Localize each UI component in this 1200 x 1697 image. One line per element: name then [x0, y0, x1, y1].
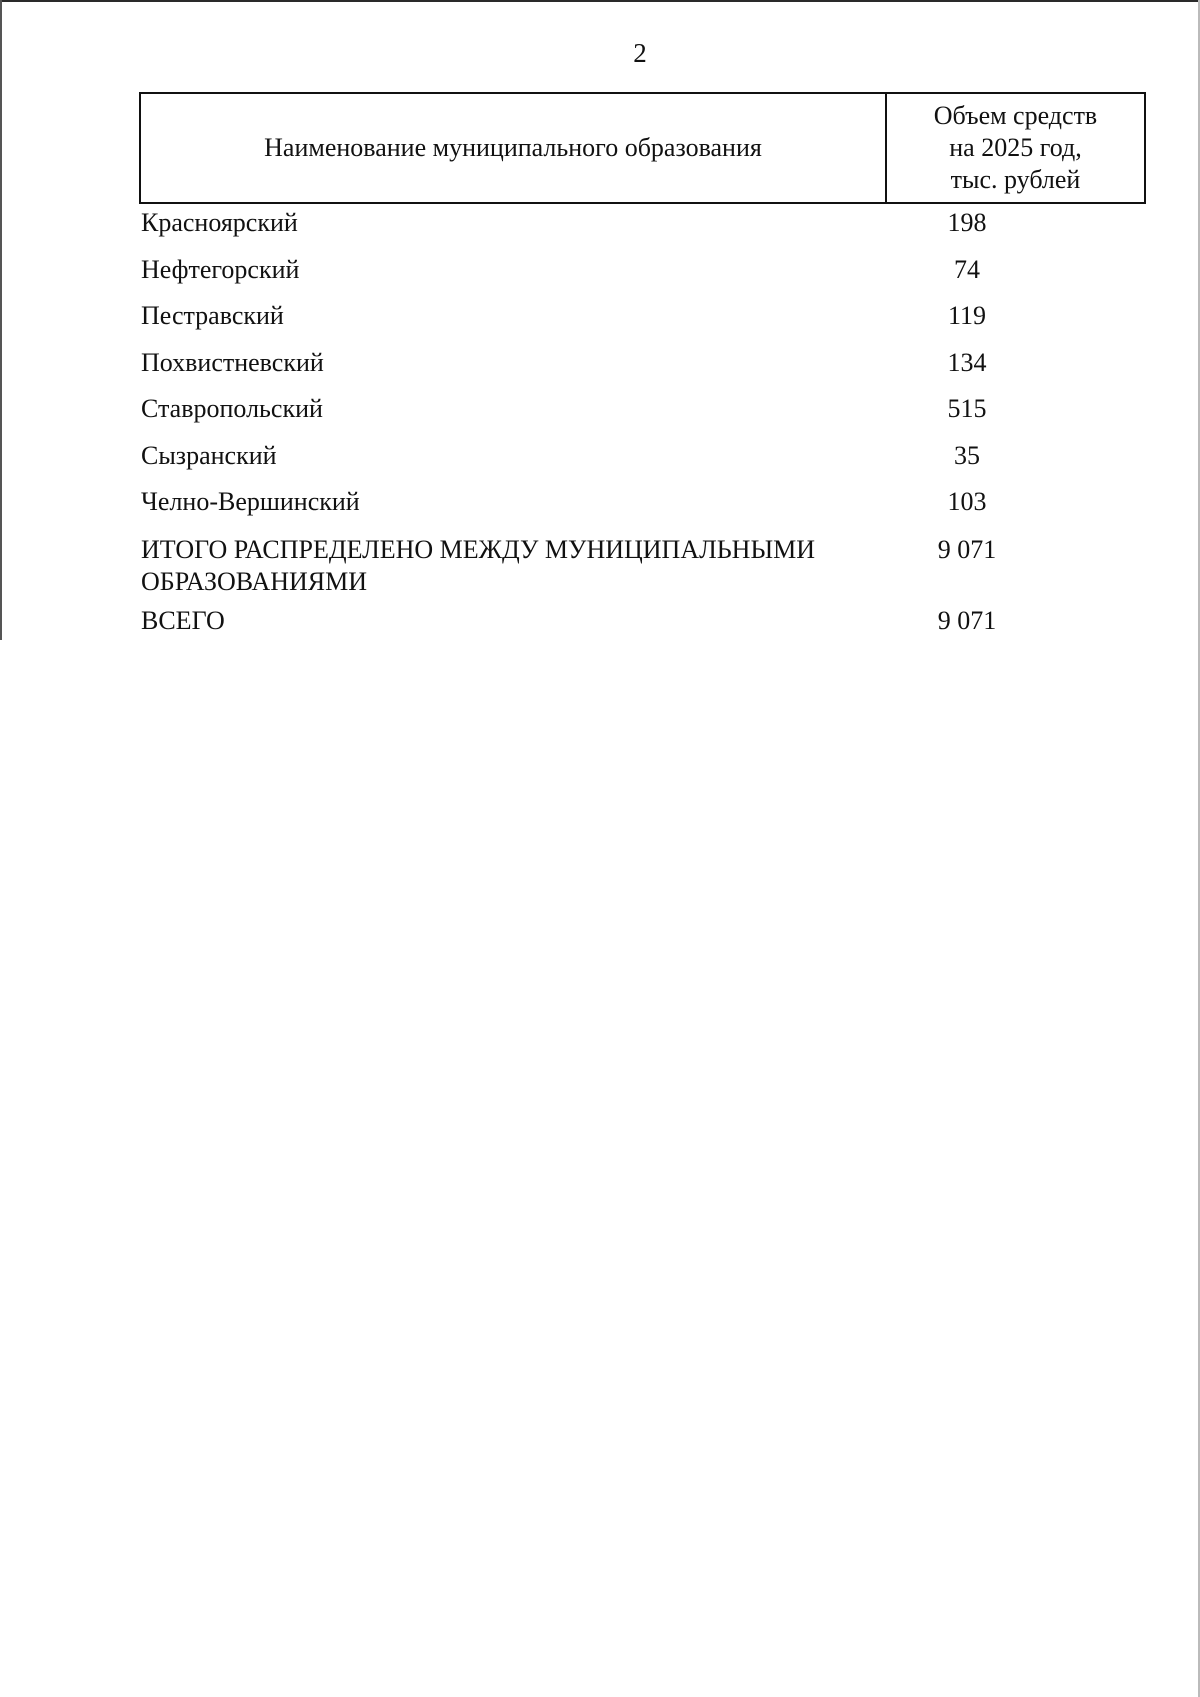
municipality-name: Нефтегорский — [141, 254, 300, 284]
amount-value: 74 — [954, 254, 980, 284]
amount-value: 134 — [947, 347, 987, 377]
page-number: 2 — [633, 38, 647, 68]
table-row — [141, 255, 1146, 302]
table-row — [141, 348, 1146, 395]
municipality-name: Челно-Вершинский — [141, 487, 360, 516]
amount-value: 119 — [947, 301, 987, 330]
amount-value: 515 — [947, 394, 987, 423]
page-left-edge — [0, 0, 2, 640]
municipality-name: Пестравский — [141, 301, 284, 330]
grand-total-row — [141, 606, 1146, 646]
grand-total-label: ВСЕГО — [141, 605, 225, 635]
table-row — [141, 487, 1146, 534]
column-header-amount: Объем средств на 2025 год, тыс. рублей — [933, 101, 1098, 194]
table-row — [141, 208, 1146, 255]
total-distributed-value: 9 071 — [937, 534, 997, 564]
table-row — [141, 394, 1146, 441]
table-header — [139, 92, 1146, 204]
municipality-name: Красноярский — [141, 208, 298, 237]
amount-value: 103 — [947, 487, 987, 516]
table-row — [141, 441, 1146, 488]
total-distributed-row — [141, 534, 1146, 606]
table-body — [141, 208, 1146, 646]
amount-value: 35 — [954, 440, 980, 470]
grand-total-value: 9 071 — [937, 605, 997, 635]
municipality-name: Ставропольский — [141, 394, 323, 423]
column-header-municipality: Наименование муниципального образования — [141, 94, 887, 202]
municipality-name: Похвистневский — [141, 347, 324, 377]
amount-value: 198 — [947, 208, 987, 237]
total-distributed-label: ИТОГО РАСПРЕДЕЛЕНО МЕЖДУ МУНИЦИПАЛЬНЫМИ ОБРАЗОВАНИЯМИ — [141, 534, 816, 596]
table-row — [141, 301, 1146, 348]
municipality-name: Сызранский — [141, 440, 277, 470]
page-top-edge — [0, 0, 1200, 2]
